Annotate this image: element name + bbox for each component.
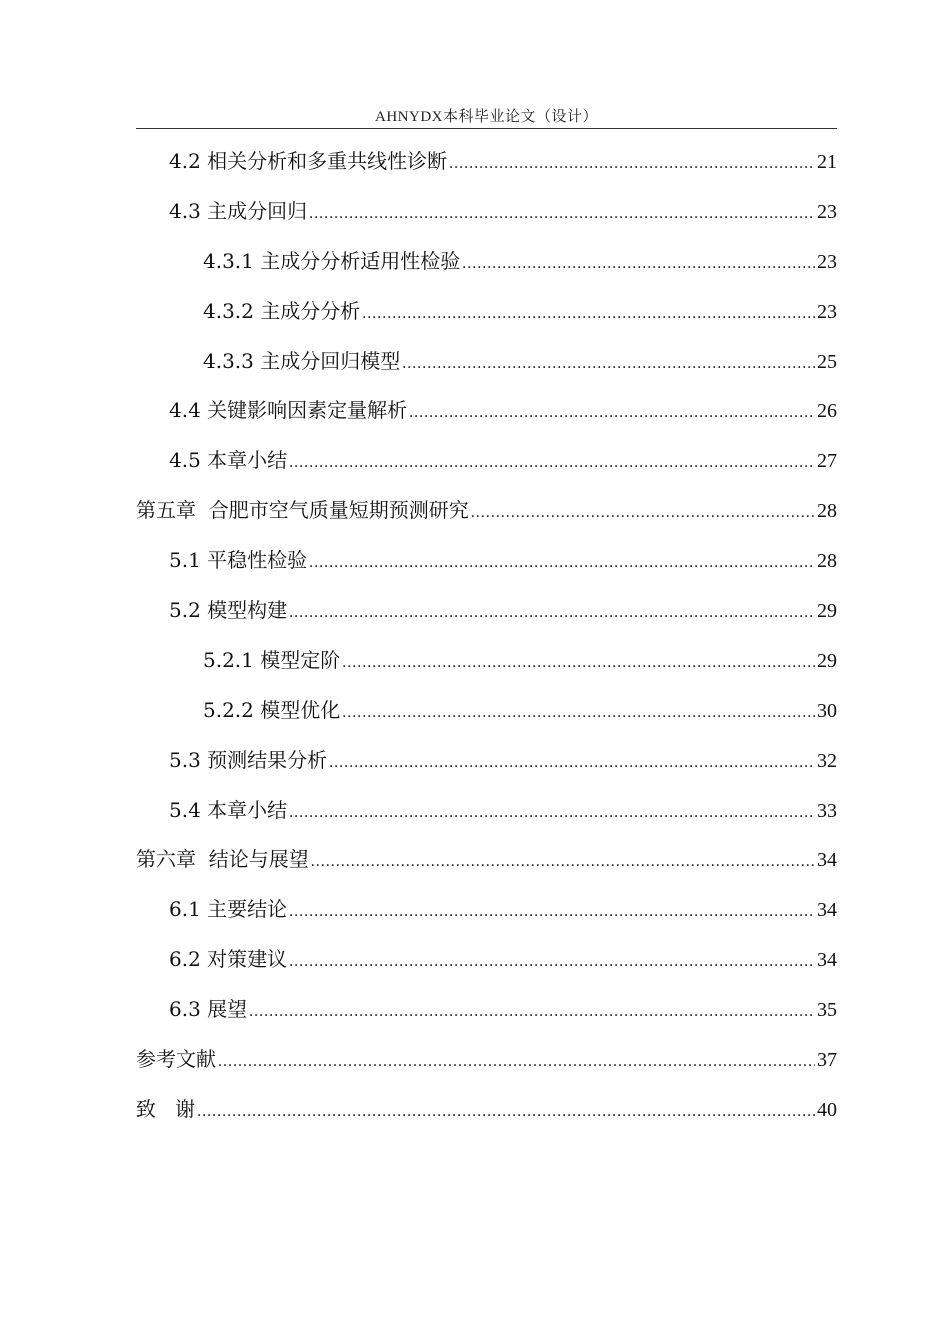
toc-dot-leader xyxy=(462,249,815,279)
toc-entry-page-number: 34 xyxy=(817,949,837,972)
toc-entry-title: 5.4 本章小结 xyxy=(169,797,288,822)
toc-entry-page-number: 25 xyxy=(817,350,837,373)
toc-entry-title: 4.3 主成分回归 xyxy=(169,198,308,223)
toc-entry-page-number: 37 xyxy=(817,1049,837,1072)
toc-entry-page-number: 28 xyxy=(817,550,837,573)
toc-dot-leader xyxy=(342,648,815,678)
toc-dot-leader xyxy=(329,748,815,778)
toc-entry-title: 4.5 本章小结 xyxy=(169,448,288,473)
toc-entry[interactable] xyxy=(136,1094,837,1144)
header-rule xyxy=(136,128,837,129)
toc-entry-title: 6.2 对策建议 xyxy=(169,947,288,972)
toc-entry-page-number: 26 xyxy=(817,400,837,423)
toc-entry[interactable] xyxy=(136,296,837,346)
toc-entry[interactable] xyxy=(136,844,837,894)
toc-entry-page-number: 23 xyxy=(817,250,837,273)
toc-entry-title: 4.4 关键影响因素定量解析 xyxy=(169,398,408,423)
toc-entry-title: 6.1 主要结论 xyxy=(169,897,288,922)
toc-entry-title: 致 谢 xyxy=(136,1096,196,1121)
toc-dot-leader xyxy=(471,498,815,528)
toc-entry-page-number: 34 xyxy=(817,849,837,872)
toc-entry[interactable] xyxy=(136,695,837,745)
toc-dot-leader xyxy=(289,448,815,478)
toc-entry[interactable] xyxy=(136,944,837,994)
toc-entry-title: 参考文献 xyxy=(136,1047,216,1072)
toc-dot-leader xyxy=(218,1047,815,1077)
toc-entry[interactable] xyxy=(136,1044,837,1094)
toc-dot-leader xyxy=(362,299,815,329)
toc-entry-title: 第五章 合肥市空气质量短期预测研究 xyxy=(136,498,469,523)
toc-dot-leader xyxy=(311,847,815,877)
toc-entry[interactable] xyxy=(136,994,837,1044)
toc-entry[interactable] xyxy=(136,395,837,445)
table-of-contents xyxy=(136,146,837,1144)
toc-entry-title: 4.3.1 主成分分析适用性检验 xyxy=(203,248,461,273)
toc-dot-leader xyxy=(402,349,815,379)
toc-entry[interactable] xyxy=(136,346,837,396)
toc-entry-page-number: 27 xyxy=(817,450,837,473)
toc-entry-page-number: 30 xyxy=(817,699,837,722)
toc-dot-leader xyxy=(289,947,815,977)
toc-entry[interactable] xyxy=(136,645,837,695)
toc-entry-page-number: 40 xyxy=(817,1098,837,1121)
toc-entry-title: 4.2 相关分析和多重共线性诊断 xyxy=(169,149,448,173)
toc-entry[interactable] xyxy=(136,795,837,845)
toc-dot-leader xyxy=(289,598,815,628)
toc-dot-leader xyxy=(409,398,815,428)
toc-dot-leader xyxy=(289,798,815,828)
toc-entry[interactable] xyxy=(136,745,837,795)
toc-dot-leader xyxy=(309,199,815,229)
toc-entry-title: 6.3 展望 xyxy=(169,997,248,1022)
toc-dot-leader xyxy=(309,548,815,578)
toc-entry-page-number: 29 xyxy=(817,600,837,623)
toc-dot-leader xyxy=(197,1097,815,1127)
toc-entry[interactable] xyxy=(136,146,837,196)
toc-entry[interactable] xyxy=(136,445,837,495)
toc-entry[interactable] xyxy=(136,894,837,944)
toc-entry-title: 5.2.1 模型定阶 xyxy=(203,647,341,672)
toc-entry-page-number: 23 xyxy=(817,300,837,323)
toc-entry[interactable] xyxy=(136,246,837,296)
toc-entry-title: 4.3.2 主成分分析 xyxy=(203,298,361,323)
toc-entry[interactable] xyxy=(136,545,837,595)
toc-entry-title: 4.3.3 主成分回归模型 xyxy=(203,348,401,373)
toc-dot-leader xyxy=(449,149,815,179)
toc-entry-page-number: 23 xyxy=(817,200,837,223)
toc-entry[interactable] xyxy=(136,196,837,246)
toc-entry-page-number: 35 xyxy=(817,999,837,1022)
toc-entry-page-number: 21 xyxy=(817,151,837,173)
toc-dot-leader xyxy=(249,997,815,1027)
toc-entry-page-number: 29 xyxy=(817,649,837,672)
toc-entry-page-number: 33 xyxy=(817,799,837,822)
toc-entry-title: 5.3 预测结果分析 xyxy=(169,747,328,772)
toc-dot-leader xyxy=(342,698,815,728)
toc-entry-page-number: 32 xyxy=(817,749,837,772)
toc-entry-page-number: 34 xyxy=(817,899,837,922)
toc-entry-title: 5.2 模型构建 xyxy=(169,598,288,623)
toc-entry-title: 第六章 结论与展望 xyxy=(136,847,309,872)
toc-entry[interactable] xyxy=(136,595,837,645)
toc-entry-title: 5.2.2 模型优化 xyxy=(203,697,341,722)
toc-entry[interactable] xyxy=(136,495,837,545)
toc-dot-leader xyxy=(289,897,815,927)
toc-entry-title: 5.1 平稳性检验 xyxy=(169,548,308,573)
toc-entry-page-number: 28 xyxy=(817,500,837,523)
running-header: AHNYDX本科毕业论文（设计） xyxy=(375,109,598,125)
